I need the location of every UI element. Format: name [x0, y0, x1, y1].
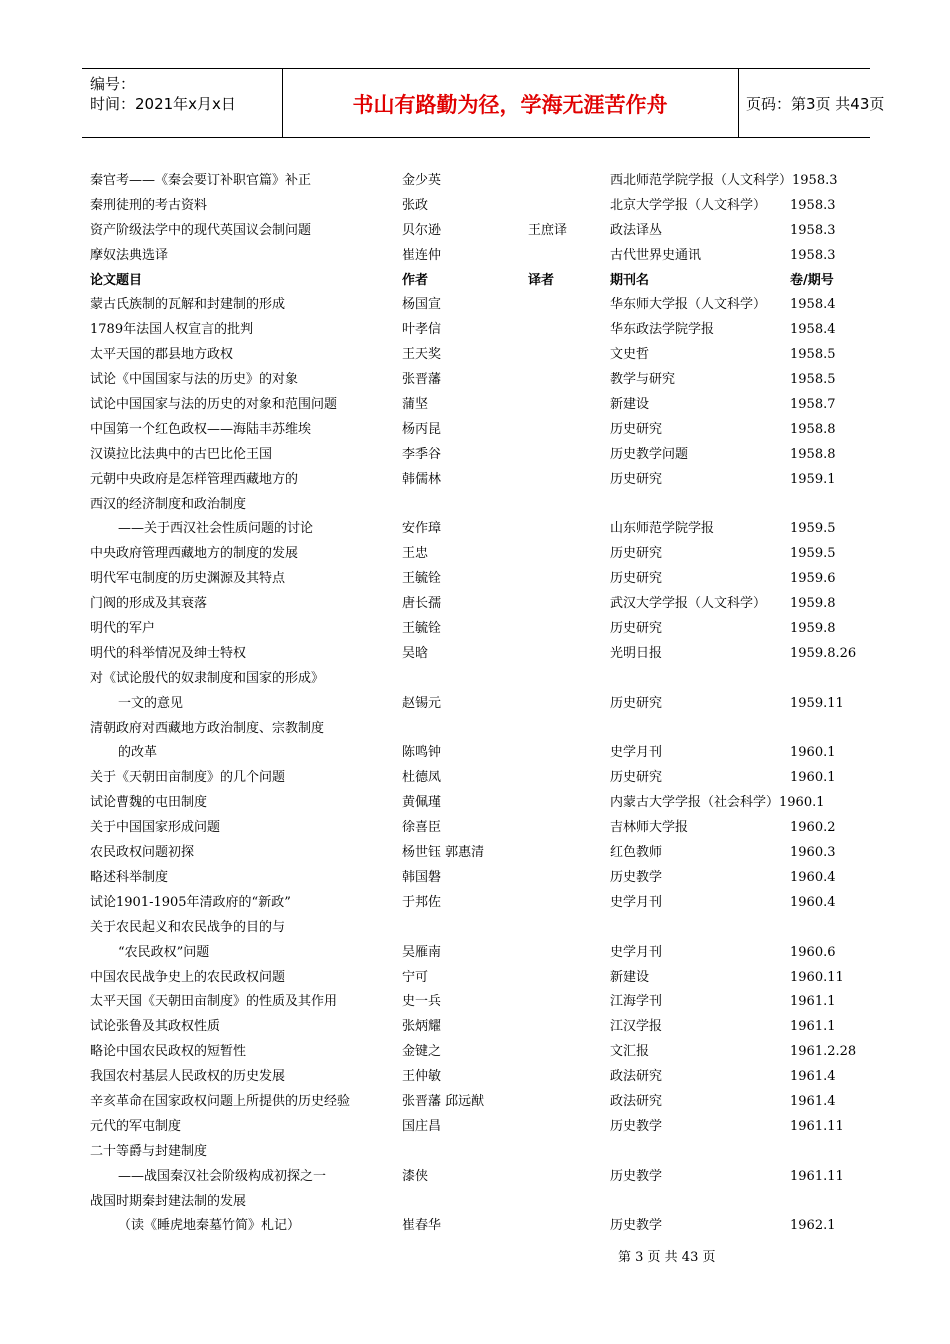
row-title: 1789年法国人权宣言的批判	[90, 322, 254, 338]
header-meta-cell	[82, 69, 283, 137]
row-volume: 1960.4	[790, 869, 836, 885]
table-row	[0, 493, 950, 518]
table-row	[0, 841, 950, 866]
table-row	[0, 617, 950, 642]
table-row	[0, 1165, 950, 1190]
row-volume: 1960.3	[790, 845, 836, 861]
row-author: 徐喜臣	[402, 820, 442, 836]
row-title: 试论《中国国家与法的历史》的对象	[90, 372, 299, 388]
row-volume: 1960.1	[790, 745, 836, 761]
row-journal: 光明日报	[610, 645, 663, 661]
table-row	[0, 667, 950, 692]
row-journal: 吉林师大学报	[610, 820, 689, 836]
row-journal: 历史研究	[610, 695, 663, 711]
row-volume: 1960.6	[790, 944, 836, 960]
row-volume: 1959.6	[790, 571, 836, 587]
row-title: 中国农民战争史上的农民政权问题	[90, 969, 286, 985]
table-row	[0, 443, 950, 468]
row-volume: 1958.5	[790, 347, 836, 363]
row-volume: 1959.8.26	[790, 645, 857, 661]
row-journal: 江海学刊	[610, 994, 663, 1010]
table-row	[0, 169, 950, 194]
number-label: 编号：	[90, 75, 136, 93]
row-author: 王仲敏	[402, 1069, 442, 1085]
row-journal: 华东政法学院学报	[610, 322, 715, 338]
row-volume: 1959.5	[790, 546, 836, 562]
row-title: 略论中国农民政权的短暂性	[90, 1044, 247, 1060]
row-title: 清朝政府对西藏地方政治制度、宗教制度	[90, 720, 325, 736]
row-author: 吴雁南	[402, 944, 442, 960]
row-journal: 政法译丛	[610, 222, 663, 238]
row-author: 金少英	[402, 173, 442, 188]
date-label: 时间：2021年x月x日	[90, 95, 236, 113]
row-author: 于邦佐	[402, 894, 442, 910]
row-volume: 1961.1	[790, 1019, 836, 1035]
row-author: 唐长孺	[402, 596, 442, 612]
page-label: 页码：第3页 共43页	[746, 95, 885, 113]
row-volume: 1958.3	[790, 197, 836, 213]
table-row	[0, 941, 950, 966]
row-author: 王天奖	[402, 347, 442, 363]
row-author: 杨国宣	[402, 297, 442, 313]
row-title: 秦官考——《秦会要订补职官篇》补正	[90, 173, 312, 188]
row-title: 太平天国《天朝田亩制度》的性质及其作用	[90, 994, 338, 1010]
row-volume: 1958.3	[790, 222, 836, 238]
row-journal: 历史研究	[610, 770, 663, 786]
row-author: 国庄昌	[402, 1118, 442, 1134]
row-journal: 历史研究	[610, 621, 663, 637]
row-volume: 1961.4	[790, 1093, 836, 1109]
row-journal: 历史教学	[610, 1118, 663, 1134]
row-volume: 1958.8	[790, 446, 836, 462]
row-volume: 1958.3	[790, 247, 836, 263]
table-row	[0, 1214, 950, 1239]
row-volume: 1961.11	[790, 1118, 844, 1134]
row-volume: 1959.1	[790, 471, 836, 487]
row-volume: 1962.1	[790, 1218, 836, 1234]
row-title: 关于《天朝田亩制度》的几个问题	[90, 770, 286, 786]
row-title: 辛亥革命在国家政权问题上所提供的历史经验	[90, 1093, 351, 1109]
row-volume: 1958.4	[790, 322, 836, 338]
table-row	[0, 219, 950, 244]
row-journal: 史学月刊	[610, 894, 663, 910]
row-author: 王毓铨	[402, 571, 442, 587]
row-title: 资产阶级法学中的现代英国议会制问题	[90, 222, 312, 238]
row-title: 的改革	[118, 745, 158, 761]
table-row	[0, 517, 950, 542]
row-author: 李季谷	[402, 446, 442, 462]
row-journal: 武汉大学学报（人文科学）	[610, 596, 767, 612]
table-row	[0, 816, 950, 841]
table-row	[0, 766, 950, 791]
row-journal: 政法研究	[610, 1093, 663, 1109]
row-volume: 1961.4	[790, 1069, 836, 1085]
row-title: 中国第一个红色政权——海陆丰苏维埃	[90, 421, 312, 437]
row-author: 漆侠	[402, 1168, 429, 1184]
row-title: 西汉的经济制度和政治制度	[90, 496, 247, 512]
row-title: 元朝中央政府是怎样管理西藏地方的	[90, 471, 299, 487]
row-title: 明代军屯制度的历史渊源及其特点	[90, 571, 286, 587]
table-row	[0, 194, 950, 219]
table-row	[0, 468, 950, 493]
table-row	[0, 1115, 950, 1140]
row-journal: 史学月刊	[610, 745, 663, 761]
row-journal: 历史教学	[610, 869, 663, 885]
row-volume: 1961.1	[790, 994, 836, 1010]
row-title: 关于中国国家形成问题	[90, 820, 221, 836]
row-journal: 江汉学报	[610, 1019, 663, 1035]
row-author: 蒲坚	[402, 397, 429, 413]
row-volume: 1959.5	[790, 521, 836, 537]
row-author: 金键之	[402, 1044, 442, 1060]
row-author: 杨世钰 郭惠清	[402, 845, 485, 861]
row-journal: 山东师范学院学报	[610, 521, 715, 537]
row-author: 张晋藩	[402, 372, 442, 388]
row-journal: 历史教学	[610, 1168, 663, 1184]
row-title: 中央政府管理西藏地方的制度的发展	[90, 546, 299, 562]
row-title: 试论中国国家与法的历史的对象和范围问题	[90, 397, 338, 413]
row-journal: 新建设	[610, 969, 650, 985]
table-row	[0, 966, 950, 991]
row-title: 对《试论殷代的奴隶制度和国家的形成》	[90, 670, 325, 686]
page-footer: 第 3 页 共 43 页	[618, 1250, 716, 1265]
row-journal: 文汇报	[610, 1044, 650, 1060]
row-author: 崔春华	[402, 1218, 442, 1234]
table-row	[0, 1140, 950, 1165]
row-volume: 1958.4	[790, 297, 836, 313]
motto: 书山有路勤为径，学海无涯苦作舟	[352, 93, 668, 117]
row-author: 张炳耀	[402, 1019, 442, 1035]
row-title: 试论1901-1905年清政府的“新政”	[90, 894, 291, 910]
table-row	[0, 1090, 950, 1115]
row-author: 王忠	[402, 546, 429, 562]
row-journal: 教学与研究	[610, 372, 676, 388]
table-row	[0, 866, 950, 891]
row-journal: 文史哲	[610, 347, 650, 363]
row-author: 史一兵	[402, 994, 442, 1010]
table-row	[0, 418, 950, 443]
table-row	[0, 692, 950, 717]
row-title: 战国时期秦封建法制的发展	[90, 1193, 247, 1209]
row-title: 试论曹魏的屯田制度	[90, 795, 208, 811]
row-journal: 历史教学问题	[610, 446, 689, 462]
row-title: ——关于西汉社会性质问题的讨论	[118, 521, 314, 537]
row-journal: 北京大学学报（人文科学）	[610, 197, 767, 213]
table-row	[0, 592, 950, 617]
table-row	[0, 642, 950, 667]
row-title: 汉谟拉比法典中的古巴比伦王国	[90, 446, 273, 462]
row-volume: 1958.5	[790, 372, 836, 388]
row-title: 略述科举制度	[90, 869, 169, 885]
row-title: 一文的意见	[118, 695, 184, 711]
row-author: 吴晗	[402, 645, 429, 661]
row-journal: 政法研究	[610, 1069, 663, 1085]
table-row	[0, 791, 950, 816]
row-journal: 历史研究	[610, 571, 663, 587]
row-author: 作者	[402, 272, 429, 288]
table-row	[0, 343, 950, 368]
row-volume: 1959.8	[790, 596, 836, 612]
row-title: 明代的军户	[90, 621, 156, 637]
table-row	[0, 393, 950, 418]
table-row	[0, 368, 950, 393]
row-volume: 1961.11	[790, 1168, 844, 1184]
row-journal: 历史研究	[610, 546, 663, 562]
row-author: 贝尔逊	[402, 222, 442, 238]
row-author: 安作璋	[402, 521, 442, 537]
row-volume: 卷/期号	[790, 272, 834, 288]
row-volume: 1961.2.28	[790, 1044, 857, 1060]
table-row	[0, 1065, 950, 1090]
table-row	[0, 891, 950, 916]
header-page-cell	[738, 69, 885, 137]
row-volume: 1960.11	[790, 969, 844, 985]
row-journal: 历史研究	[610, 471, 663, 487]
row-author: 宁可	[402, 969, 429, 985]
table-row	[0, 567, 950, 592]
row-volume: 1960.2	[790, 820, 836, 836]
row-title: 蒙古氏族制的瓦解和封建制的形成	[90, 297, 286, 313]
row-title: （读《睡虎地秦墓竹简》札记）	[118, 1218, 301, 1234]
row-volume: 1959.8	[790, 621, 836, 637]
row-title: 明代的科举情况及绅士特权	[90, 645, 247, 661]
row-title: 论文题目	[90, 272, 143, 288]
row-title: 二十等爵与封建制度	[90, 1143, 208, 1159]
row-title: 我国农村基层人民政权的历史发展	[90, 1069, 286, 1085]
row-title: 摩奴法典选译	[90, 247, 169, 263]
row-journal: 史学月刊	[610, 944, 663, 960]
table-header-row	[0, 269, 950, 294]
table-row	[0, 542, 950, 567]
table-row	[0, 244, 950, 269]
table-row	[0, 318, 950, 343]
row-volume: 1960.1	[790, 770, 836, 786]
row-author: 叶孝信	[402, 322, 442, 338]
table-row	[0, 916, 950, 941]
table-row	[0, 1015, 950, 1040]
row-title: 门阀的形成及其衰落	[90, 596, 208, 612]
row-volume: 1959.11	[790, 695, 844, 711]
table-row	[0, 990, 950, 1015]
table-row	[0, 293, 950, 318]
row-volume: 1960.4	[790, 894, 836, 910]
row-title: 农民政权问题初探	[90, 845, 195, 861]
row-journal: 红色教师	[610, 845, 663, 861]
row-author: 张政	[402, 197, 429, 213]
table-row	[0, 717, 950, 742]
row-journal: 西北师范学院学报（人文科学）1958.3	[610, 173, 838, 188]
row-journal: 新建设	[610, 397, 650, 413]
row-journal: 期刊名	[610, 272, 650, 288]
bibliography-list	[0, 169, 950, 1239]
row-translator: 译者	[528, 272, 555, 288]
row-author: 张晋藩 邱远猷	[402, 1093, 485, 1109]
row-title: ——战国秦汉社会阶级构成初探之一	[118, 1168, 327, 1184]
table-row	[0, 1040, 950, 1065]
row-journal: 历史研究	[610, 421, 663, 437]
row-author: 韩国磐	[402, 869, 442, 885]
row-title: “农民政权”问题	[118, 944, 210, 960]
document-header	[82, 68, 885, 138]
row-author: 黄佩瑾	[402, 795, 442, 811]
row-translator: 王庶译	[528, 222, 568, 238]
header-motto-cell	[282, 69, 739, 137]
row-author: 杜德凤	[402, 770, 442, 786]
row-volume: 1958.7	[790, 397, 836, 413]
row-title: 秦刑徒刑的考古资料	[90, 197, 208, 213]
row-journal: 古代世界史通讯	[610, 247, 702, 263]
table-row	[0, 741, 950, 766]
row-journal: 内蒙古大学学报（社会科学）1960.1	[610, 795, 825, 811]
row-journal: 历史教学	[610, 1218, 663, 1234]
row-volume: 1958.8	[790, 421, 836, 437]
row-title: 太平天国的郡县地方政权	[90, 347, 234, 363]
row-author: 陈鸣钟	[402, 745, 442, 761]
row-author: 韩儒林	[402, 471, 442, 487]
row-author: 赵锡元	[402, 695, 442, 711]
row-author: 王毓铨	[402, 621, 442, 637]
row-title: 元代的军屯制度	[90, 1118, 182, 1134]
row-title: 关于农民起义和农民战争的目的与	[90, 919, 286, 935]
row-journal: 华东师大学报（人文科学）	[610, 297, 767, 313]
row-author: 崔连仲	[402, 247, 442, 263]
table-row	[0, 1190, 950, 1215]
row-title: 试论张鲁及其政权性质	[90, 1019, 221, 1035]
row-author: 杨丙昆	[402, 421, 442, 437]
